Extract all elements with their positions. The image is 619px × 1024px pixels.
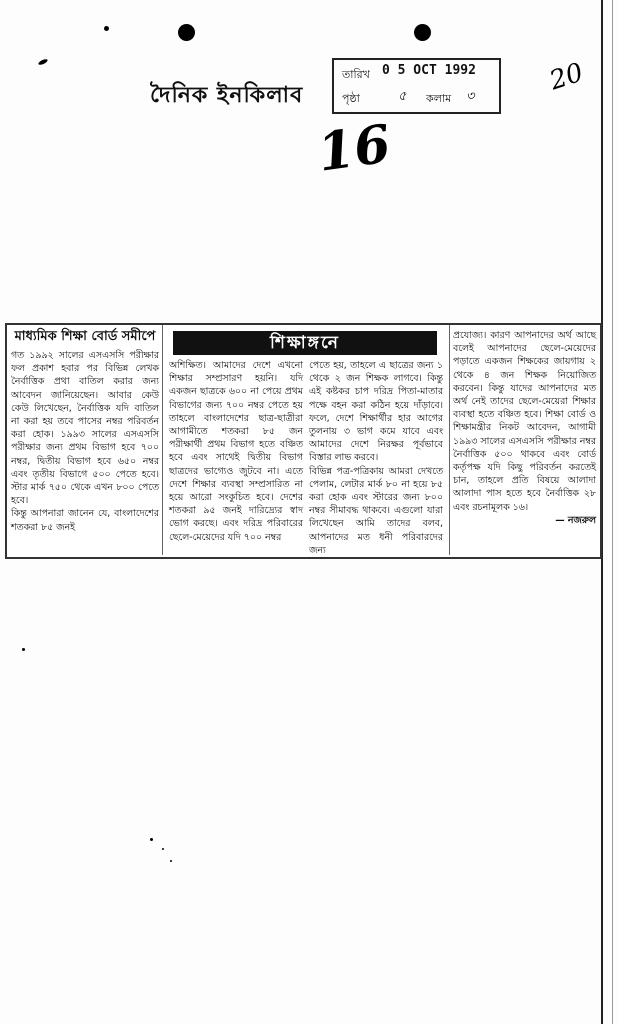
stamp-date: 0 5 OCT 1992	[382, 63, 476, 78]
letter-heading: মাধ্যমিক শিক্ষা বোর্ড সমীপে	[14, 329, 156, 344]
section-banner: শিক্ষাঙ্গনে	[173, 331, 437, 355]
ink-speck	[150, 838, 153, 841]
right-column	[453, 329, 596, 551]
stamp-page-label: পৃষ্ঠা	[342, 92, 360, 105]
letter-body-1: গত ১৯৯২ সালের এসএসসি পরীক্ষার ফল প্রকাশ হবার পর বিভিন্ন লেখক নৈর্বাত্তিক প্রথা বাতিল করার জন্য আবেদন জানিয়েছেন। আবার কেউ কেউ লিখেছেন, নৈর্বাত্তিক যদি বাতিল না করা হয় তবে পাসের নম্বর পরিবর্তন করা হোক। ১৯৯৩ সালের এসএসসি পরীক্ষার জন্য প্রথম বিভাগ হবে ৭০০ নম্বর, দ্বিতীয় বিভাগ হবে ৬৫০ নম্বর এবং তৃতীয় বিভাগে ৫০০ পেতে হবে। স্টার মার্ক ৭৫০ থেকে এখন ৮০০ পেতে হবে।	[11, 350, 159, 507]
middle-subcolumn-b	[309, 359, 443, 556]
handwritten-number-16: 16	[314, 113, 395, 184]
stamp-column-value: ৩	[466, 89, 475, 104]
ink-speck	[104, 26, 109, 31]
punch-hole-left	[178, 24, 195, 41]
ink-speck	[162, 848, 164, 850]
newspaper-clipping	[5, 323, 602, 559]
letter-body-2: কিন্তু আপনারা জানেন যে, বাংলাদেশের শতকরা ৮৫ জনই	[11, 508, 159, 533]
ink-speck	[38, 58, 49, 66]
column-rule	[162, 325, 163, 555]
punch-hole-right	[414, 24, 431, 41]
middle-column	[167, 329, 445, 556]
middle-subcolumn-a: অশিক্ষিত। আমাদের দেশে এখনো শিক্ষার সম্প্রসারণ হয়নি। যদি একজন ছাত্রকে ৬০০ না পেয়ে প্রথম বিভাগের জন্য ৭০০ নম্বর পেতে হয় তাহলে বাংলাদেশের ছাত্র-ছাত্রীরা আগামীতে শতকরা ৮৫ জন পরীক্ষার্থী প্রথম বিভাগ হতে বঞ্চিত হবে এবং সাথেই দ্বিতীয় বিভাগ ছাত্রদের ভাগ্যেও জুটবে না। এতে দেশে শিক্ষার ব্যবস্থা সম্প্রসারিত না হয়ে আরো সংকুচিত হবে। দেশের শতকরা ৯৫ জনই দারিদ্র্যের স্বাদ ভোগ করছে। এবং দরিদ্র পরিবারের ছেলে-মেয়েদের যদি ৭০০ নম্বর	[169, 360, 303, 543]
stamp-date-label: তারিখ	[342, 68, 370, 81]
middle-text-b: পেতে হয়, তাহলে এ ছাত্রের জন্য ১ থেকে ২ জন শিক্ষক লাগবে। কিন্তু এই কষ্টকর চাপ দরিদ্র পিতা-মাতার পক্ষে বহন করা কঠিন হয়ে দাঁড়াবে। ফলে, দেশে শিক্ষার্থীর হার আগের তুলনায় ৩ ভাগ কমে যাবে এবং আমাদের দেশে নিরক্ষর পূর্বভাবে বিস্তার লাভ করবে।	[309, 360, 443, 464]
stamp-column-label: কলাম	[426, 92, 452, 105]
ink-speck	[170, 860, 172, 862]
page-edge-line-secondary	[612, 0, 613, 1024]
column-rule	[449, 325, 450, 555]
handwritten-number-20: 20	[546, 57, 587, 97]
middle-text-c: বিভিন্ন পত্র-পত্রিকায় আমরা দেখতে পেলাম, লেটার মার্ক ৮০ না হয়ে ৮৫ করা হোক এবং স্টারের জন্য ৮০০ নম্বর সীমাবদ্ধ থাকবে। এগুলো যারা লিখেছেন আমি তাদের বলব, আপনাদের মত ধনী পরিবারদের জন্য	[309, 465, 443, 556]
ink-speck	[22, 648, 25, 651]
newspaper-name: দৈনিক ইনকিলাব	[150, 83, 304, 108]
letter-column	[11, 329, 159, 551]
signature: — নজরুল	[555, 514, 596, 526]
right-text: প্রযোজ্য। কারণ আপনাদের অর্থ আছে বলেই আপনাদের ছেলে-মেয়েদের পড়াতে একজন শিক্ষকের জায়গায় ২ থেকে ৪ জন শিক্ষক নিয়োজিত করবেন। কিন্তু যাদের আপনাদের মত অর্থ নেই তাদের ছেলে-মেয়েরা শিক্ষার ব্যবস্থা হতে বঞ্চিত হবে। শিক্ষা বোর্ড ও শিক্ষামন্ত্রীর নিকট আবেদন, আগামী ১৯৯৩ সালের এসএসসি পরীক্ষার নম্বর নৈর্বাত্তিক ৫০০ থাকবে এবং বোর্ড কর্তৃপক্ষ যদি কিছু পরিবর্তন করতেই চান, তাহলে প্রতি বিষয়ে আলাদা আলাদা পাস হতে হবে নৈর্বাত্তিক ২৮ এবং রচনামূলক ১৬।	[453, 330, 596, 513]
stamp-page-value: ৫	[398, 89, 407, 104]
date-stamp	[332, 58, 501, 114]
